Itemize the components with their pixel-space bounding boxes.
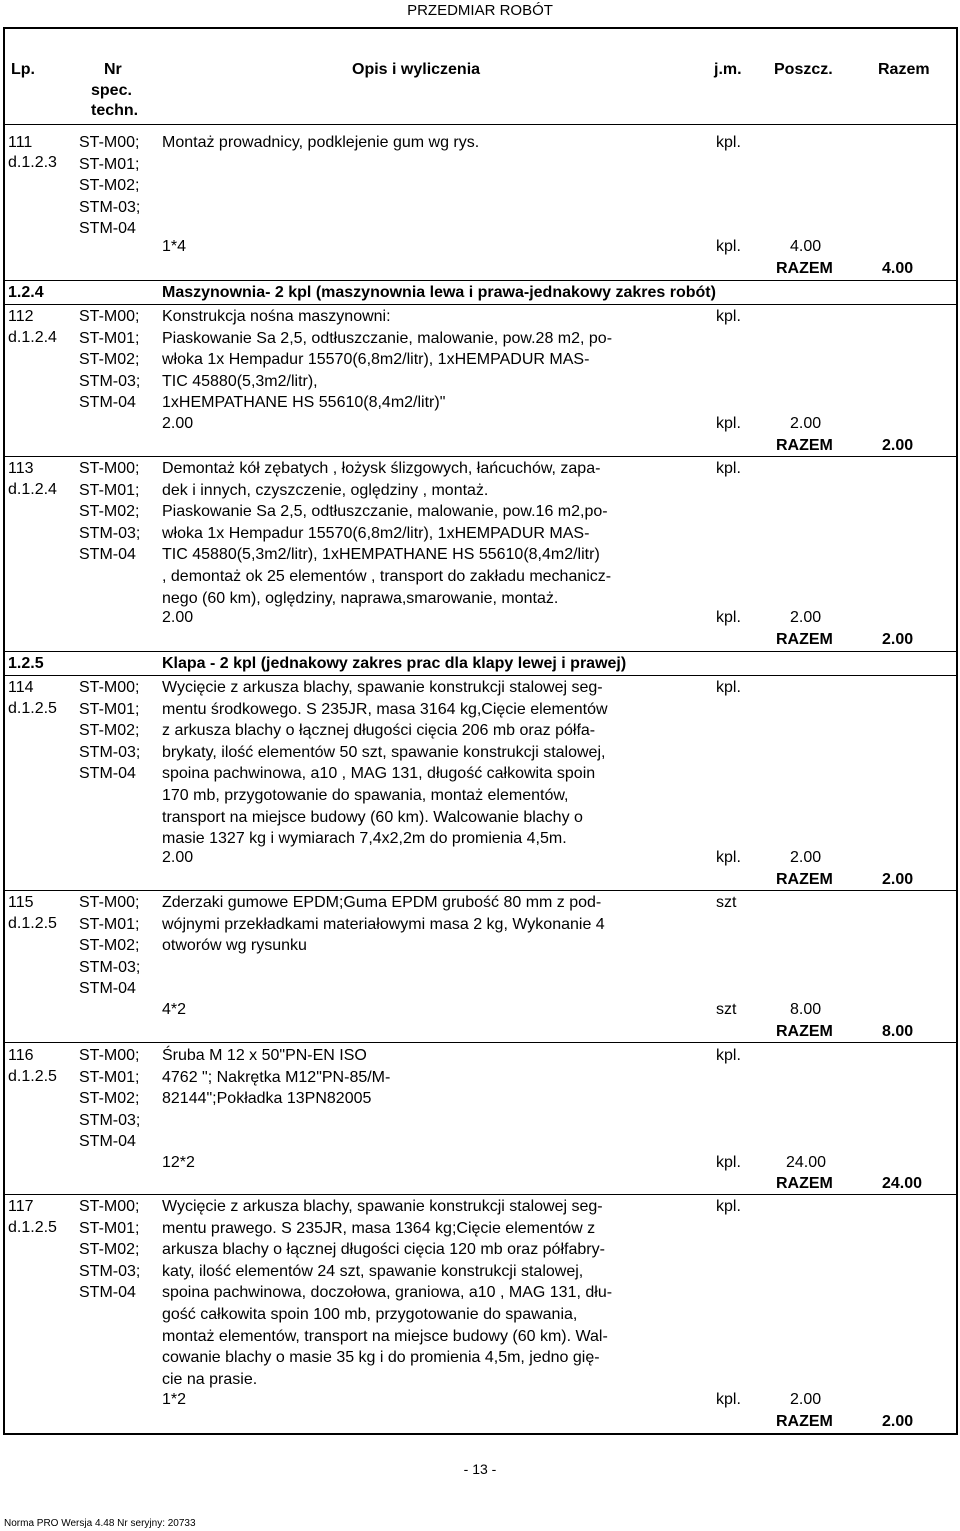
item-calc-unit: szt xyxy=(716,1001,737,1018)
item-calc-unit: kpl. xyxy=(716,1154,741,1171)
description-line: Zderzaki gumowe EPDM;Guma EPDM grubość 80 mm z pod- xyxy=(162,894,602,911)
spec: ST-M02; xyxy=(79,722,140,740)
item-calc: 2.00 xyxy=(162,415,194,432)
item-calc: 4*2 xyxy=(162,1001,187,1018)
section-number: 1.2.5 xyxy=(8,655,44,672)
item-description xyxy=(162,306,612,414)
spec: ST-M01; xyxy=(79,329,140,347)
razem-label: RAZEM xyxy=(776,871,833,888)
spec: STM-03; xyxy=(79,198,141,216)
item-code: d.1.2.4 xyxy=(8,481,57,498)
description-line: 4762 "; Nakrętka M12"PN-85/M- xyxy=(162,1068,391,1086)
item-description xyxy=(162,1196,612,1390)
item-calc-unit: kpl. xyxy=(716,1391,741,1408)
description-line: Demontaż kół zębatych , łożysk ślizgowych, łańcuchów, zapa- xyxy=(162,460,601,477)
description-line: cie na prasie. xyxy=(162,1370,258,1388)
item-poszcz: 8.00 xyxy=(790,1001,822,1018)
item-description xyxy=(162,892,605,957)
item-specs xyxy=(79,1196,140,1304)
item-lp: 115 xyxy=(8,894,34,911)
item-code: d.1.2.5 xyxy=(8,1219,57,1236)
item-description xyxy=(162,458,611,609)
description-line: transport na miejsce budowy (60 km). Walcowanie blachy o xyxy=(162,808,583,826)
row-divider xyxy=(3,280,958,281)
description-line: Śruba M 12 x 50"PN-EN ISO xyxy=(162,1047,367,1064)
row-divider xyxy=(3,890,958,891)
item-unit: kpl. xyxy=(716,134,741,151)
item-specs xyxy=(79,458,140,566)
description-line: włoka 1x Hempadur 15570(6,8m2/litr), 1xHEMPADUR MAS- xyxy=(162,524,590,542)
item-razem: 2.00 xyxy=(882,437,914,454)
item-unit: kpl. xyxy=(716,1198,741,1215)
page-title: PRZEDMIAR ROBÓT xyxy=(407,2,553,19)
item-code: d.1.2.3 xyxy=(8,154,57,171)
description-line: dek i innych, czyszczenie, oględziny , montaż. xyxy=(162,481,489,499)
item-calc: 1*4 xyxy=(162,238,187,255)
page-number: - 13 - xyxy=(463,1461,497,1477)
spec: ST-M01; xyxy=(79,1219,140,1237)
spec: STM-03; xyxy=(79,743,141,761)
razem-label: RAZEM xyxy=(776,1023,833,1040)
item-poszcz: 24.00 xyxy=(786,1154,827,1171)
description-line: montaż elementów, transport na miejsce budowy (60 km). Wal- xyxy=(162,1327,608,1345)
header-nr: Nr xyxy=(104,61,122,78)
header-opis: Opis i wyliczenia xyxy=(352,61,481,78)
spec: ST-M00; xyxy=(79,308,140,325)
description-line: mentu środkowego. S 235JR, masa 3164 kg,Cięcie elementów xyxy=(162,700,608,718)
description-line: brykaty, ilość elementów 50 szt, spawanie konstrukcji stalowej, xyxy=(162,743,606,761)
item-poszcz: 2.00 xyxy=(790,609,822,626)
description-line: arkusza blachy o łącznej długości cięcia 120 mb oraz półfabry- xyxy=(162,1241,605,1259)
item-specs xyxy=(79,892,140,1000)
header-techn: techn. xyxy=(91,102,139,119)
spec: STM-04 xyxy=(79,1133,136,1151)
footer-version: Norma PRO Wersja 4.48 Nr seryjny: 20733 xyxy=(4,1518,196,1529)
description-line: Piaskowanie Sa 2,5, odtłuszczanie, malowanie, pow.28 m2, po- xyxy=(162,329,613,347)
item-calc-unit: kpl. xyxy=(716,609,741,626)
item-poszcz: 2.00 xyxy=(790,1391,822,1408)
spec: ST-M01; xyxy=(79,1068,140,1086)
razem-label: RAZEM xyxy=(776,1413,833,1430)
description-line: spoina pachwinowa, doczołowa, graniowa, a10 , MAG 131, dłu- xyxy=(162,1284,613,1302)
item-razem: 24.00 xyxy=(882,1175,923,1192)
item-code: d.1.2.5 xyxy=(8,700,57,717)
item-poszcz: 2.00 xyxy=(790,415,822,432)
item-specs xyxy=(79,1045,140,1153)
row-divider xyxy=(3,304,958,305)
spec: STM-04 xyxy=(79,980,136,998)
spec: STM-04 xyxy=(79,1284,136,1302)
item-razem: 2.00 xyxy=(882,871,914,888)
item-specs xyxy=(79,306,140,414)
row-divider xyxy=(3,456,958,457)
description-line: masie 1327 kg i wymiarach 7,4x2,2m do promienia 4,5m. xyxy=(162,830,567,848)
row-divider xyxy=(3,1042,958,1043)
description-line: cowanie blachy o masie 35 kg i do promienia 4,5m, jedno gię- xyxy=(162,1349,600,1367)
spec: ST-M00; xyxy=(79,1047,140,1064)
description-line: z arkusza blachy o łącznej długości cięcia 206 mb oraz półfa- xyxy=(162,722,596,740)
item-specs xyxy=(79,132,140,240)
spec: STM-04 xyxy=(79,546,136,564)
item-lp: 117 xyxy=(8,1198,34,1215)
item-razem: 4.00 xyxy=(882,260,914,277)
razem-label: RAZEM xyxy=(776,1175,833,1192)
spec: STM-04 xyxy=(79,220,136,238)
description-line: otworów wg rysunku xyxy=(162,937,307,955)
item-razem: 2.00 xyxy=(882,631,914,648)
description-line: 1xHEMPATHANE HS 55610(8,4m2/litr)" xyxy=(162,394,446,412)
spec: ST-M00; xyxy=(79,134,140,151)
description-line: nego (60 km), oględziny, naprawa,smarowanie, montaż. xyxy=(162,589,559,607)
item-poszcz: 4.00 xyxy=(790,238,822,255)
description-line: katy, ilość elementów 24 szt, spawanie konstrukcji stalowej, xyxy=(162,1262,584,1280)
spec: ST-M00; xyxy=(79,460,140,477)
spec: ST-M01; xyxy=(79,481,140,499)
description-line: 82144";Pokładka 13PN82005 xyxy=(162,1090,372,1108)
spec: ST-M00; xyxy=(79,1198,140,1215)
item-description xyxy=(162,1045,390,1110)
item-poszcz: 2.00 xyxy=(790,849,822,866)
item-unit: kpl. xyxy=(716,460,741,477)
item-code: d.1.2.4 xyxy=(8,329,57,346)
spec: ST-M01; xyxy=(79,915,140,933)
item-lp: 114 xyxy=(8,679,34,696)
item-calc: 2.00 xyxy=(162,609,194,626)
header-razem: Razem xyxy=(878,61,930,78)
row-divider xyxy=(3,651,958,652)
spec: ST-M02; xyxy=(79,503,140,521)
spec: ST-M01; xyxy=(79,155,140,173)
item-lp: 113 xyxy=(8,460,34,477)
description-line: , demontaż ok 25 elementów , transport do zakładu mechanicz- xyxy=(162,567,612,585)
header-jm: j.m. xyxy=(714,61,742,78)
item-code: d.1.2.5 xyxy=(8,915,57,932)
spec: STM-04 xyxy=(79,394,136,412)
item-calc: 2.00 xyxy=(162,849,194,866)
spec: STM-03; xyxy=(79,524,141,542)
item-calc-unit: kpl. xyxy=(716,415,741,432)
razem-label: RAZEM xyxy=(776,437,833,454)
description-line: spoina pachwinowa, a10 , MAG 131, długość całkowita spoin xyxy=(162,765,596,783)
section-title: Maszynownia- 2 kpl (maszynownia lewa i prawa-jednakowy zakres robót) xyxy=(162,284,716,301)
item-unit: kpl. xyxy=(716,1047,741,1064)
spec: STM-03; xyxy=(79,1111,141,1129)
spec: STM-03; xyxy=(79,958,141,976)
razem-label: RAZEM xyxy=(776,260,833,277)
description-line: wójnymi przekładkami materiałowymi masa 2 kg, Wykonanie 4 xyxy=(162,915,605,933)
description-line: TIC 45880(5,3m2/litr), 1xHEMPATHANE HS 55610(8,4m2/litr) xyxy=(162,546,600,564)
item-calc-unit: kpl. xyxy=(716,849,741,866)
item-razem: 2.00 xyxy=(882,1413,914,1430)
description-line: 170 mb, przygotowanie do spawania, montaż elementów, xyxy=(162,786,569,804)
header-poszcz: Poszcz. xyxy=(774,61,833,78)
spec: ST-M02; xyxy=(79,1241,140,1259)
item-unit: kpl. xyxy=(716,308,741,325)
item-calc-unit: kpl. xyxy=(716,238,741,255)
row-divider xyxy=(3,1194,958,1195)
spec: ST-M01; xyxy=(79,700,140,718)
item-calc: 1*2 xyxy=(162,1391,187,1408)
row-divider xyxy=(3,675,958,676)
description-line: Wycięcie z arkusza blachy, spawanie konstrukcji stalowej seg- xyxy=(162,679,603,696)
item-description xyxy=(162,132,479,154)
spec: ST-M00; xyxy=(79,679,140,696)
description-line: Wycięcie z arkusza blachy, spawanie konstrukcji stalowej seg- xyxy=(162,1198,603,1215)
item-lp: 116 xyxy=(8,1047,34,1064)
description-line: gość całkowita spoin 100 mb, przygotowanie do spawania, xyxy=(162,1305,578,1323)
spec: STM-04 xyxy=(79,765,136,783)
description-line: Montaż prowadnicy, podklejenie gum wg rys. xyxy=(162,134,480,151)
item-unit: szt xyxy=(716,894,737,911)
item-unit: kpl. xyxy=(716,679,741,696)
description-line: włoka 1x Hempadur 15570(6,8m2/litr), 1xHEMPADUR MAS- xyxy=(162,351,590,369)
description-line: Piaskowanie Sa 2,5, odtłuszczanie, malowanie, pow.16 m2,po- xyxy=(162,503,608,521)
description-line: mentu prawego. S 235JR, masa 1364 kg;Cięcie elementów z xyxy=(162,1219,596,1237)
spec: ST-M02; xyxy=(79,1090,140,1108)
item-calc: 12*2 xyxy=(162,1154,195,1171)
item-description xyxy=(162,677,608,850)
spec: STM-03; xyxy=(79,1262,141,1280)
item-lp: 111 xyxy=(8,134,33,151)
item-code: d.1.2.5 xyxy=(8,1068,57,1085)
razem-label: RAZEM xyxy=(776,631,833,648)
item-lp: 112 xyxy=(8,308,34,325)
spec: ST-M00; xyxy=(79,894,140,911)
header-lp: Lp. xyxy=(11,61,35,78)
description-line: TIC 45880(5,3m2/litr), xyxy=(162,372,318,390)
item-razem: 8.00 xyxy=(882,1023,914,1040)
item-specs xyxy=(79,677,140,785)
spec: ST-M02; xyxy=(79,351,140,369)
spec: STM-03; xyxy=(79,372,141,390)
header-divider xyxy=(3,124,958,125)
header-spec: spec. xyxy=(91,82,132,99)
section-title: Klapa - 2 kpl (jednakowy zakres prac dla klapy lewej i prawej) xyxy=(162,655,627,672)
spec: ST-M02; xyxy=(79,937,140,955)
spec: ST-M02; xyxy=(79,177,140,195)
description-line: Konstrukcja nośna maszynowni: xyxy=(162,308,391,325)
section-number: 1.2.4 xyxy=(8,284,44,301)
